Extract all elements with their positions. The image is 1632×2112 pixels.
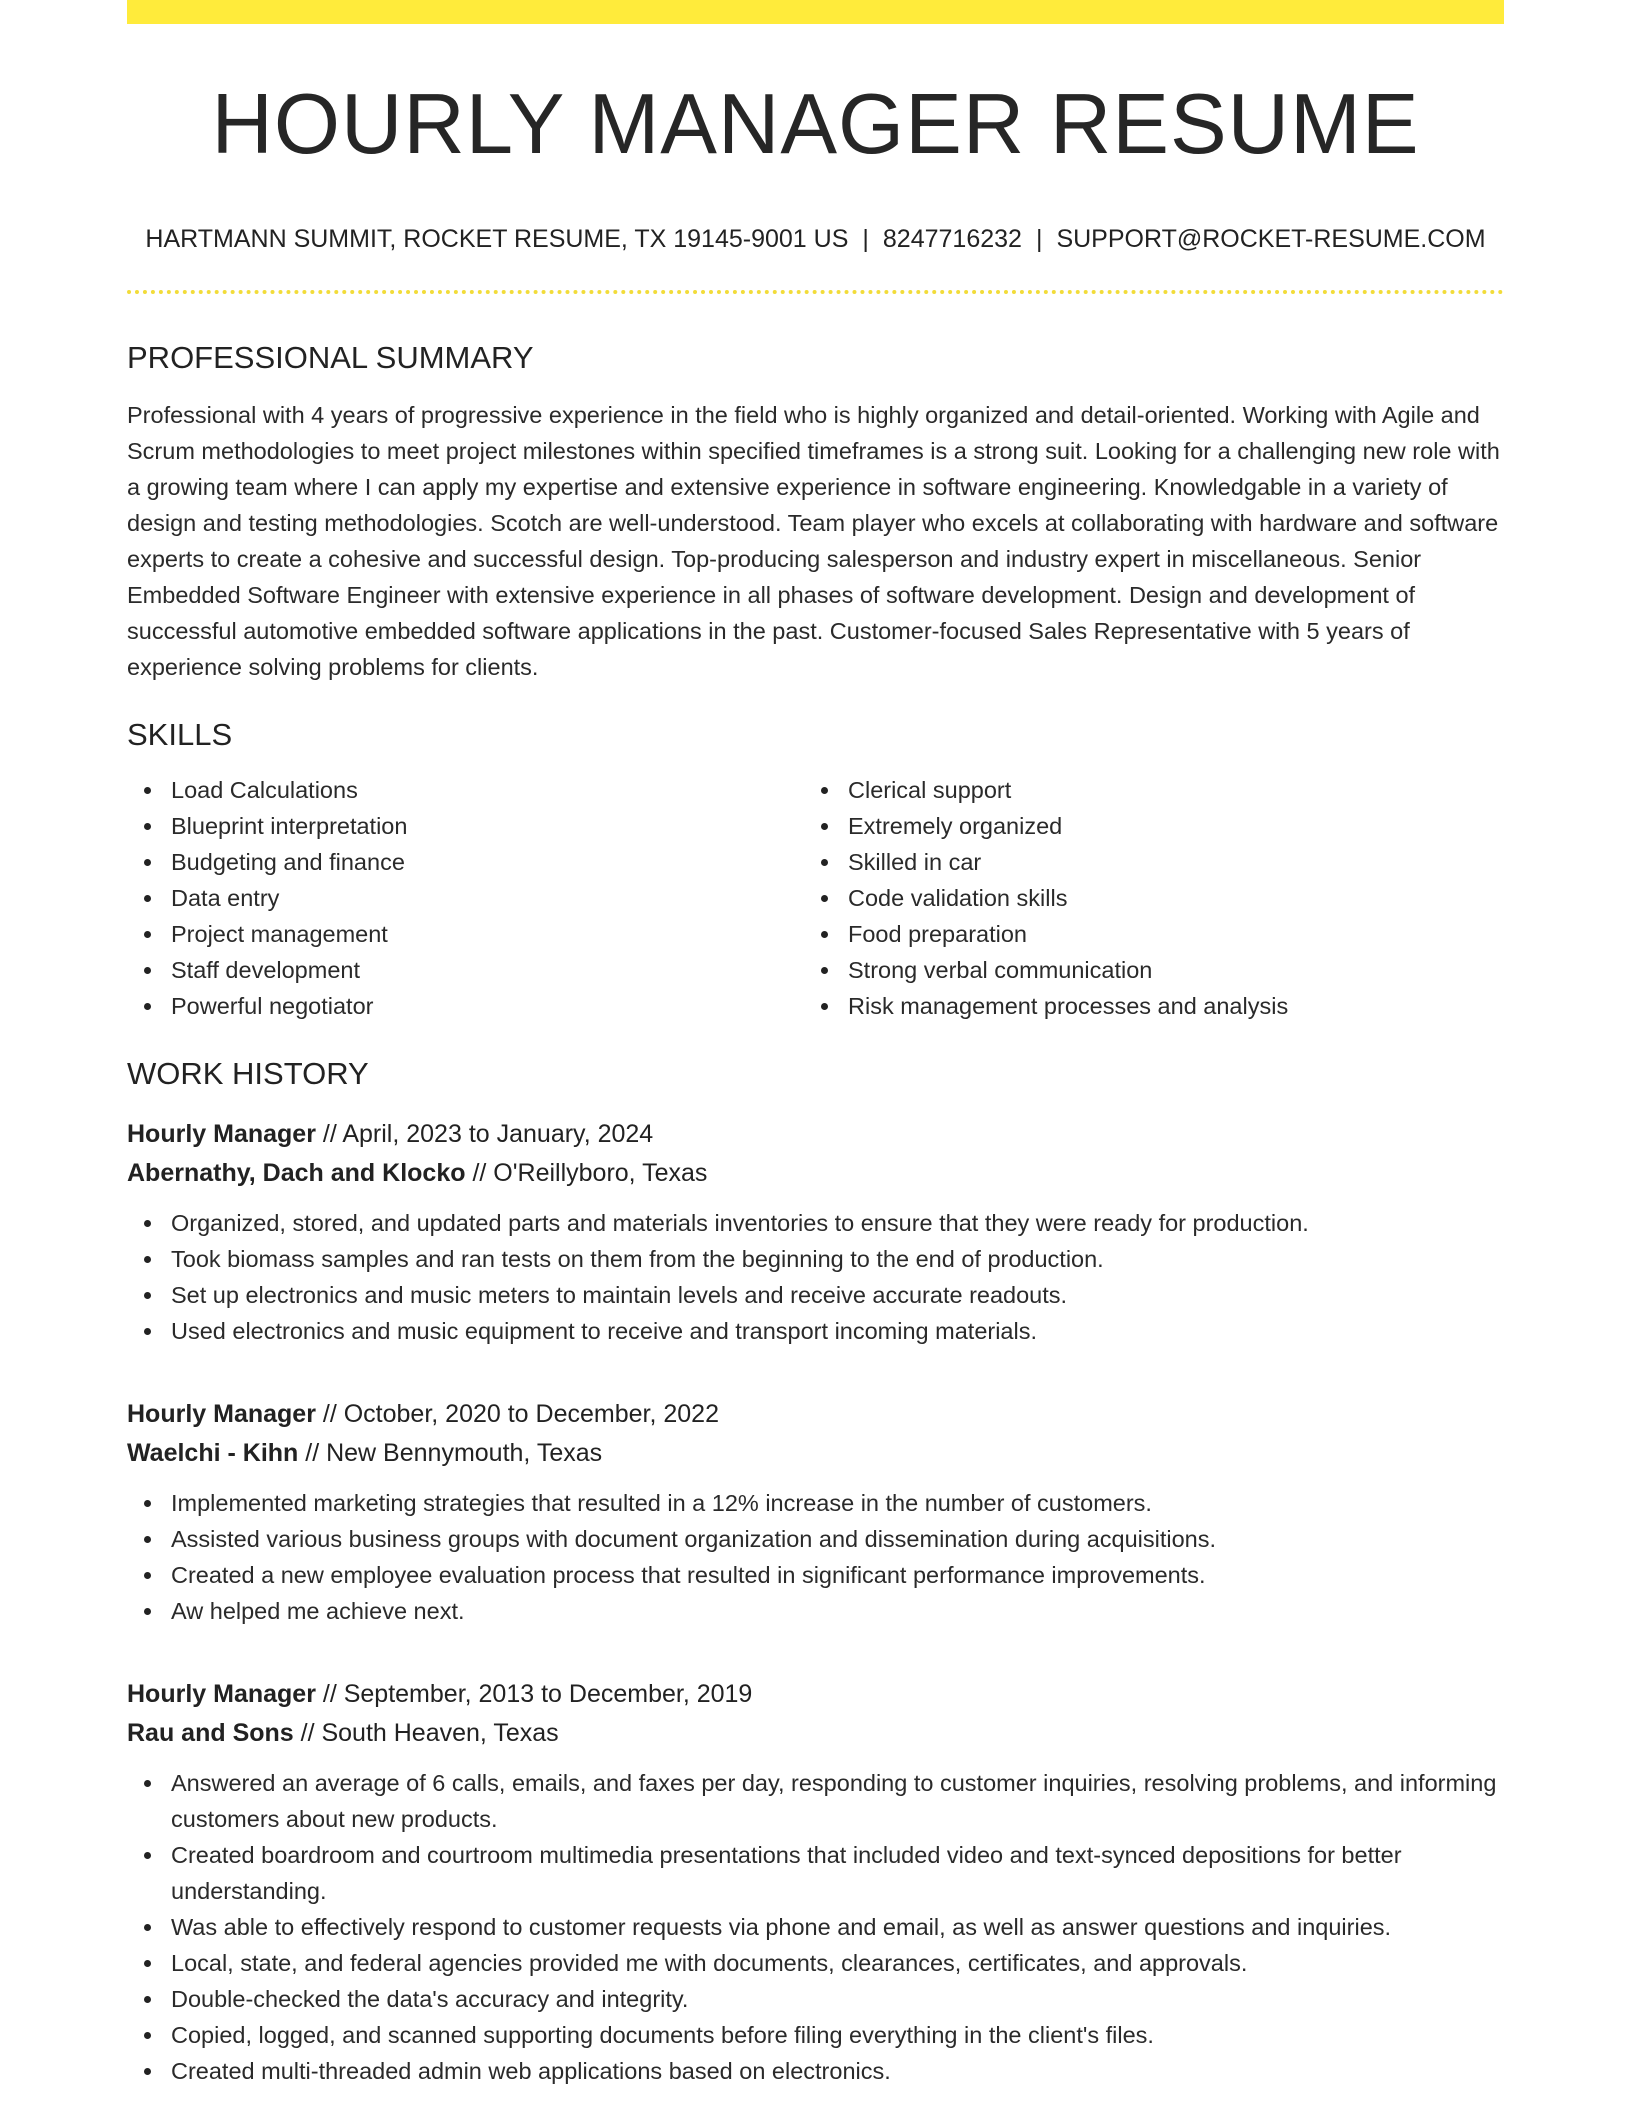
summary-heading: PROFESSIONAL SUMMARY: [127, 340, 534, 375]
skill-item: Powerful negotiator: [127, 988, 804, 1024]
contact-separator: |: [1035, 225, 1043, 253]
skill-item: Extremely organized: [804, 808, 1288, 844]
job-bullet: Implemented marketing strategies that resulted in a 12% increase in the number of customers.: [127, 1485, 1504, 1521]
job-role: Hourly Manager: [127, 1120, 316, 1148]
job-dates: // April, 2023 to January, 2024: [322, 1120, 654, 1148]
job-bullet: Organized, stored, and updated parts and materials inventories to ensure that they were ready for production.: [127, 1205, 1504, 1241]
job-company-line: [127, 1434, 1504, 1473]
resume-title: HOURLY MANAGER RESUME: [211, 77, 1420, 172]
job-bullet: Took biomass samples and ran tests on them from the beginning to the end of production.: [127, 1241, 1504, 1277]
job-location: // O'Reillyboro, Texas: [472, 1159, 708, 1187]
skill-item: Clerical support: [804, 772, 1288, 808]
job-bullets: [127, 1485, 1504, 1629]
job-location: // New Bennymouth, Texas: [305, 1439, 603, 1467]
skills-heading: SKILLS: [127, 717, 233, 752]
job-company-line: [127, 1714, 1504, 1753]
skill-item: Project management: [127, 916, 804, 952]
skill-item: Blueprint interpretation: [127, 808, 804, 844]
job-title-line: [127, 1115, 1504, 1154]
contact-email: SUPPORT@ROCKET-RESUME.COM: [1056, 225, 1486, 253]
job-location: // South Heaven, Texas: [300, 1719, 559, 1747]
job-entry: [127, 1115, 1504, 1349]
job-bullet: Created a new employee evaluation process that resulted in significant performance improvements.: [127, 1557, 1504, 1593]
job-company: Waelchi - Kihn: [127, 1439, 299, 1467]
job-bullet: Double-checked the data's accuracy and integrity.: [127, 1981, 1504, 2017]
job-bullet: Aw helped me achieve next.: [127, 1593, 1504, 1629]
skill-item: Strong verbal communication: [804, 952, 1288, 988]
skill-item: Staff development: [127, 952, 804, 988]
skill-item: Code validation skills: [804, 880, 1288, 916]
job-bullet: Used electronics and music equipment to receive and transport incoming materials.: [127, 1313, 1504, 1349]
job-bullet: Created boardroom and courtroom multimedia presentations that included video and text-synced depositions for better understanding.: [127, 1837, 1504, 1909]
job-bullet: Copied, logged, and scanned supporting documents before filing everything in the client's files.: [127, 2017, 1504, 2053]
dotted-divider: [127, 290, 1504, 294]
job-company: Abernathy, Dach and Klocko: [127, 1159, 466, 1187]
skills-list: [127, 772, 1504, 1024]
job-bullet: Answered an average of 6 calls, emails, and faxes per day, responding to customer inquiries, resolving problems, and informing customers about new products.: [127, 1765, 1504, 1837]
skill-item: Risk management processes and analysis: [804, 988, 1288, 1024]
skills-column-right: [804, 772, 1288, 1024]
job-bullet: Assisted various business groups with document organization and dissemination during acquisitions.: [127, 1521, 1504, 1557]
summary-text: Professional with 4 years of progressive experience in the field who is highly organized and detail-oriented. Working with Agile and Scrum methodologies to meet project milestones within specified timeframes is a strong suit. Looking for a challenging new role with a growing team where I can apply my expertise and extensive experience in software engineering. Knowledgable in a variety of design and testing methodologies. Scotch are well-understood. Team player who excels at collaborating with hardware and software experts to create a cohesive and successful design. Top-producing salesperson and industry expert in miscellaneous. Senior Embedded Software Engineer with extensive experience in all phases of software development. Design and development of successful automotive embedded software applications in the past. Customer-focused Sales Representative with 5 years of experience solving problems for clients.: [127, 402, 1500, 680]
work-history-heading: WORK HISTORY: [127, 1056, 369, 1091]
job-bullets: [127, 1205, 1504, 1349]
contact-address: HARTMANN SUMMIT, ROCKET RESUME, TX 19145-9001 US: [145, 225, 849, 253]
job-title-line: [127, 1395, 1504, 1434]
skill-item: Budgeting and finance: [127, 844, 804, 880]
job-entry: [127, 1675, 1504, 2089]
job-title-line: [127, 1675, 1504, 1714]
job-company: Rau and Sons: [127, 1719, 294, 1747]
skills-column-left: [127, 772, 804, 1024]
job-company-line: [127, 1154, 1504, 1193]
job-role: Hourly Manager: [127, 1400, 316, 1428]
job-dates: // September, 2013 to December, 2019: [322, 1680, 753, 1708]
contact-phone: 8247716232: [882, 225, 1022, 253]
skill-item: Load Calculations: [127, 772, 804, 808]
job-bullet: Local, state, and federal agencies provided me with documents, clearances, certificates, and approvals.: [127, 1945, 1504, 1981]
contact-line: [127, 227, 1504, 252]
job-bullets: [127, 1765, 1504, 2089]
skill-item: Data entry: [127, 880, 804, 916]
job-role: Hourly Manager: [127, 1680, 316, 1708]
contact-separator: |: [862, 225, 869, 253]
skill-item: Food preparation: [804, 916, 1288, 952]
resume-page: [127, 0, 1504, 2089]
job-bullet: Was able to effectively respond to customer requests via phone and email, as well as answer questions and inquiries.: [127, 1909, 1504, 1945]
accent-bar: [127, 0, 1504, 24]
skill-item: Skilled in car: [804, 844, 1288, 880]
job-entry: [127, 1395, 1504, 1629]
job-dates: // October, 2020 to December, 2022: [322, 1400, 719, 1428]
job-bullet: Set up electronics and music meters to maintain levels and receive accurate readouts.: [127, 1277, 1504, 1313]
job-bullet: Created multi-threaded admin web applications based on electronics.: [127, 2053, 1504, 2089]
